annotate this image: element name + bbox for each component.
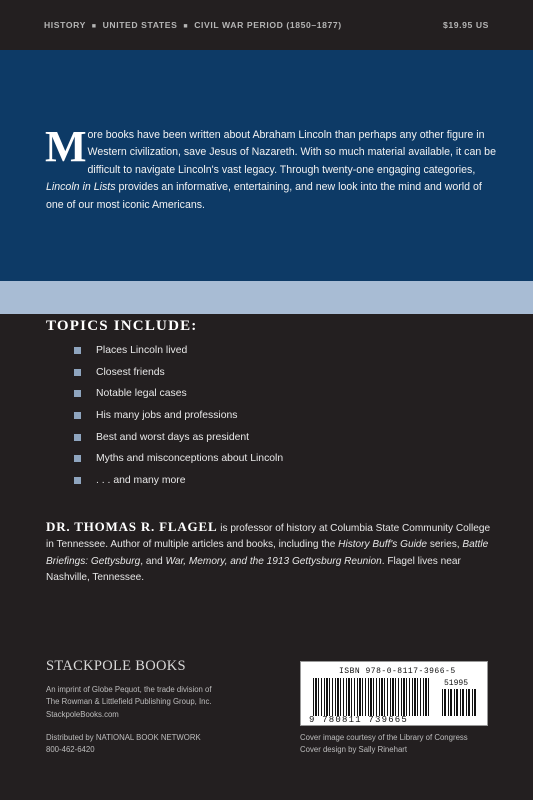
square-bullet-icon bbox=[74, 390, 81, 397]
drop-cap: M bbox=[45, 122, 87, 171]
topic-label: Myths and misconceptions about Lincoln bbox=[96, 453, 284, 465]
square-bullet-icon bbox=[74, 412, 81, 419]
bio-text-3: , and bbox=[140, 555, 166, 567]
cover-design-credit: Cover design by Sally Rinehart bbox=[300, 745, 408, 755]
top-bar bbox=[0, 0, 533, 50]
distributor: Distributed by NATIONAL BOOK NETWORK bbox=[46, 733, 201, 742]
topic-label: . . . and many more bbox=[96, 474, 186, 486]
bio-book-2: Battle Briefings: Gettysburg bbox=[46, 539, 489, 567]
distributor-phone: 800-462-6420 bbox=[46, 745, 95, 755]
category-separator: ■ bbox=[91, 23, 97, 30]
price-label: $19.95 US bbox=[442, 20, 489, 30]
list-item bbox=[74, 448, 283, 470]
blurb-text-2: provides an informative, entertaining, and new look into the mind and world of one of our most iconic Americans. bbox=[46, 181, 482, 211]
cover-image-credit: Cover image courtesy of the Library of Congress bbox=[300, 733, 468, 742]
list-item bbox=[74, 362, 283, 384]
isbn-barcode bbox=[300, 661, 488, 726]
bio-text-1: is professor of history at Columbia State Community College in Tennessee. Author of multiple articles and books, including the bbox=[46, 523, 491, 551]
bio-text-2: series, bbox=[427, 539, 463, 551]
light-blue-stripe bbox=[0, 281, 533, 314]
square-bullet-icon bbox=[74, 434, 81, 441]
bio-book-3: War, Memory, and the 1913 Gettysburg Reunion bbox=[165, 555, 382, 567]
topic-label: His many jobs and professions bbox=[96, 410, 238, 422]
topics-heading: TOPICS INCLUDE: bbox=[46, 318, 198, 334]
price-barcode-bars-icon bbox=[442, 689, 477, 716]
barcode-bars-icon bbox=[313, 678, 431, 716]
category-civil-war: CIVIL WAR PERIOD (1850–1877) bbox=[194, 20, 342, 30]
list-item bbox=[74, 383, 283, 405]
author-name: DR. THOMAS R. FLAGEL bbox=[46, 519, 218, 534]
bio-book-1: History Buff's Guide bbox=[338, 539, 428, 551]
publisher-website: StackpoleBooks.com bbox=[46, 709, 119, 719]
list-item bbox=[74, 426, 283, 448]
topic-label: Closest friends bbox=[96, 366, 165, 378]
square-bullet-icon bbox=[74, 347, 81, 354]
category-list bbox=[44, 20, 342, 50]
square-bullet-icon bbox=[74, 455, 81, 462]
book-title: Lincoln in Lists bbox=[46, 181, 116, 194]
author-bio bbox=[46, 519, 496, 587]
topics-list bbox=[74, 340, 283, 491]
category-united-states: UNITED STATES bbox=[102, 20, 178, 30]
blurb-text-1: ore books have been written about Abraham Lincoln than perhaps any other figure in Western civilization, save Jesus of Nazareth. With so much material available, it can be difficult to navigate Lincoln's vast legacy. Through twenty-one engaging categories, bbox=[87, 129, 496, 176]
list-item bbox=[74, 470, 283, 492]
list-item bbox=[74, 340, 283, 362]
imprint-line: An imprint of Globe Pequot, the trade division of bbox=[46, 685, 212, 694]
ean-number: 9 780811 739665 bbox=[309, 715, 409, 725]
topic-label: Notable legal cases bbox=[96, 388, 187, 400]
list-item bbox=[74, 405, 283, 427]
topic-label: Best and worst days as president bbox=[96, 431, 250, 443]
category-history: HISTORY bbox=[44, 20, 86, 30]
book-blurb bbox=[45, 122, 496, 214]
publisher-logo: STACKPOLE BOOKS bbox=[46, 658, 186, 674]
isbn-number: ISBN 978-0-8117-3966-5 bbox=[339, 667, 456, 676]
square-bullet-icon bbox=[74, 369, 81, 376]
square-bullet-icon bbox=[74, 477, 81, 484]
imprint-line: The Rowman & Littlefield Publishing Group, Inc. bbox=[46, 697, 212, 707]
imprint-info bbox=[46, 684, 246, 721]
topic-label: Places Lincoln lived bbox=[96, 345, 188, 357]
cover-credits bbox=[300, 732, 490, 757]
distribution-info bbox=[46, 732, 246, 757]
category-separator: ■ bbox=[183, 23, 189, 30]
price-code: 51995 bbox=[444, 679, 469, 688]
bio-text-4: . Flagel lives near Nashville, Tennessee. bbox=[46, 555, 461, 584]
